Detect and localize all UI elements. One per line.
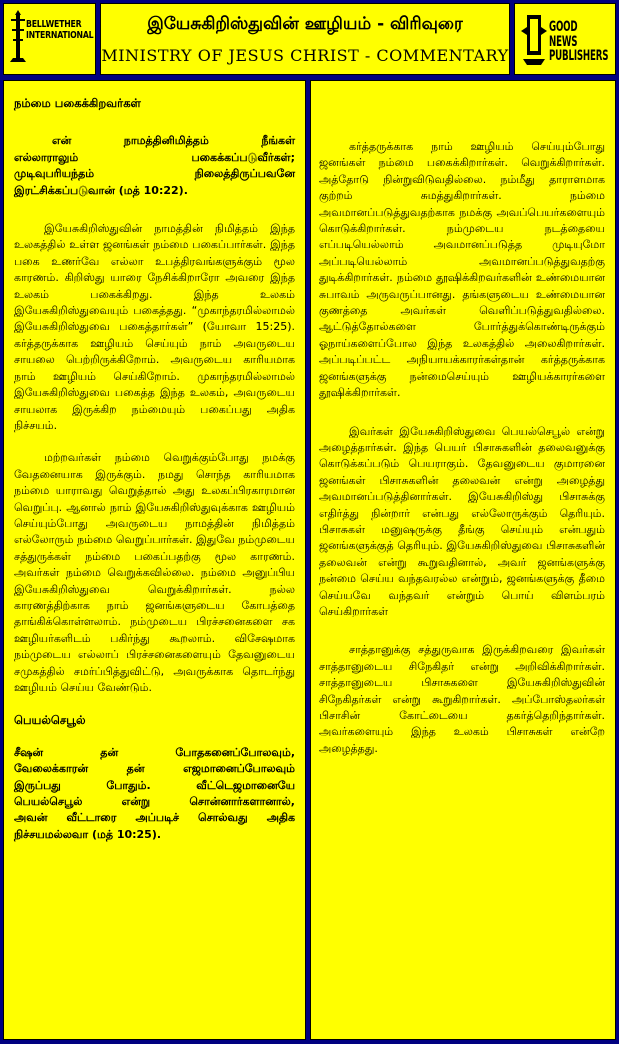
- page-title-tamil: இயேசுகிறிஸ்துவின் ஊழியம் - விரிவுரை: [147, 14, 463, 34]
- verse-line: முடிவுபரியந்தம் நிலைத்திருப்பவனே: [14, 167, 295, 181]
- verse-quote-matthew-10-25: [14, 745, 295, 843]
- paragraph: இவர்கள் இயேசுகிறிஸ்துவை பெயல்செபூல் என்று அழைத்தார்கள். இந்த பெயர் பிசாசுகளின் தலைவனுக்கு கொடுக்கப்படும் பெயராகும். தேவனுடைய குமாரனை ஜனங்கள் பிசாசுகளின் தலைவன் என்று அழைத்து அவமானப்படுத்தினார்கள். இயேசுகிறிஸ்து பிசாசுக்கு எதிர்த்து நின்றார் என்பது எல்லோருக்கும் தெரியும். பிசாசுகள் மனுஷருக்கு தீங்கு செய்யும் என்பதும் ஜனங்களுக்குத் தெரியும். இயேசுகிறிஸ்துவை பிசாசுகளின் தலைவன் என்று கூறுவதினால், அவர் ஜனங்களுக்கு நன்மை செய்ய வந்தவரல்ல என்றும், ஜனங்களுக்கு தீமை செய்யவே வந்தவர் என்றும் பொய் விளம்பரம் செய்கிறார்கள்: [319, 424, 605, 618]
- paragraph: சாத்தானுக்கு சத்துருவாக இருக்கிறவரை இவர்கள் சாத்தானுடைய சிநேகிதர் என்று அறிவிக்கிறார்கள். சாத்தானுடைய பிசாசுகளை இயேசுகிறிஸ்துவின் சிநேகிதர்கள் என்று கூறுகிறார்கள். அப்போஸ்தலர்கள் பிசாசின் கோட்டையை தகர்த்தெறிந்தார்கள். அவர்களையும் இந்த உலகம் பிசாசுகள் என்றே அழைத்தது.: [319, 643, 605, 755]
- bellwether-logo-box: [3, 3, 96, 75]
- page-title-english: MINISTRY OF JESUS CHRIST - COMMENTARY: [101, 46, 509, 65]
- paragraph: மற்றவர்கள் நம்மை வெறுக்கும்போது நமக்கு வேதனையாக இருக்கும். நமது சொந்த காரியமாக நம்மை யாராவது வெறுத்தால் அது உலகப்பிரகாரமான வெறுப்பு. ஆனால் நாம் இயேசுகிறிஸ்துவுக்காக ஊழியம் செய்யும்போது அவருடைய நாமத்தின் நிமித்தம் எல்லோரும் நம்மை வெறுப்பார்கள். இதுவே நம்முடைய சத்துருக்கள் நம்மை பகைப்பதற்கு மூல காரணம். அவர்கள் நம்மை வெறுக்கவில்லை. நம்மை அனுப்பிய இயேசுகிறிஸ்துவை வெறுக்கிறார்கள். நல்ல காரணத்திற்காக நாம் ஜனங்களுடைய கோபத்தை தாங்கிக்கொள்ளலாம். நம்முடைய பிரச்சனைகளை சக ஊழியர்களிடம் பகிர்ந்து கூறலாம். விசேஷமாக நம்முடைய எல்லாப் பிரச்சனைகளையும் தேவனுடைய சமுகத்தில் சமர்ப்பித்துவிட்டு, அவருக்காக தொடர்ந்து ஊழியம் செய்ய வேண்டும்.: [14, 451, 295, 694]
- book-bird-icon: [519, 11, 549, 69]
- verse-line: இரட்சிக்கப்படுவான் (மத் 10:22).: [14, 183, 188, 197]
- right-column: [310, 80, 616, 1040]
- left-column: [3, 80, 306, 1040]
- paragraph: கர்த்தருக்காக நாம் ஊழியம் செய்யும்போது ஜனங்கள் நம்மை பகைக்கிறார்கள். வெறுக்கிறார்கள். அத்தோடு நின்றுவிடுவதில்லை. நம்மீது தாராளமாக குற்றம் சுமத்துகிறார்கள். நம்மை அவமானப்படுத்துவதற்காக நமக்கு அவப்பெயர்களையும் கொடுக்கிறார்கள். நம்முடைய நடத்தையை எப்படியெல்லாம் அவமானப்படுத்த முடியுமோ அப்படியெல்லாம் அவமானப்படுத்துவதற்கு துடிக்கிறார்கள். நம்மை தூஷிக்கிறவர்களின் உண்மையான சுபாவம் அருவருப்பானது. தங்களுடைய உண்மையான குணத்தை அவர்கள் வெளிப்படுத்துவதில்லை. ஆட்டுத்தோல்களை போர்த்துக்கொண்டிருக்கும் ஓநாய்களைப்போல இந்த உலகத்தில் அலைகிறார்கள். அப்படிப்பட்ட அநியாயக்காரர்கள்தான் கர்த்தருக்காக ஜனங்களுக்கு நன்மைசெய்யும் ஊழியக்காரர்களை தூஷிக்கிறார்கள்.: [319, 140, 605, 400]
- title-box: [100, 3, 510, 75]
- bellwether-logo-text: BELLWETHER INTERNATIONAL: [26, 19, 94, 41]
- verse-line: சீஷன் தன் போதகனைப்போலவும்,: [14, 745, 295, 759]
- verse-line: வேலைக்காரன் தன் எஜமானைப்போலவும்: [14, 762, 295, 776]
- verse-line: அவன் வீட்டாரை அப்படிச் சொல்வது அதிக: [14, 811, 295, 825]
- verse-line: நிச்சயமல்லவா (மத் 10:25).: [14, 827, 162, 841]
- paragraph: இயேசுகிறிஸ்துவின் நாமத்தின் நிமித்தம் இந்த உலகத்தில் உள்ள ஜனங்கள் நம்மை பகைப்பார்கள். இந்த பகை உணர்வே எல்லா உபத்திரவங்களுக்கும் மூல காரணம். கிறிஸ்து யாரை நேசிக்கிறாரோ அவரை இந்த உலகம் பகைக்கிறது. இந்த உலகம் இயேசுகிறிஸ்துவையும் பகைத்தது. “முகாந்தரமில்லாமல் இயேசுகிறிஸ்துவை பகைத்தார்கள்” (யோவா 15:25). கர்த்தருக்காக ஊழியம் செய்யும் நாம் அவருடைய சாயலை பெற்றிருக்கிறோம். அவருடைய காரியமாக நாம் ஊழியம் செய்கிறோம். முகாந்தரமில்லாமல் இயேசுகிறிஸ்துவை பகைத்த இந்த உலகம், அவருடைய சாயலாக இருக்கிற நம்மையும் பகைப்பது அதிக நிச்சயம்.: [14, 222, 295, 432]
- good-news-logo-text: GOOD NEWS PUBLISHERS: [549, 19, 609, 65]
- verse-quote-matthew-10-22: [14, 133, 295, 199]
- verse-line: என் நாமத்தினிமித்தம் நீங்கள்: [52, 134, 295, 148]
- verse-line: எல்லாராலும் பகைக்கப்படுவீர்கள்;: [14, 150, 295, 164]
- verse-line: இருப்பது போதும். வீட்டெஜமானையே: [14, 778, 295, 792]
- good-news-logo-box: [514, 3, 616, 75]
- verse-line: பெயல்செபூல் என்று சொன்னார்களானால்,: [14, 795, 295, 809]
- section-heading-enemies: நம்மை பகைக்கிறவர்கள்: [14, 96, 141, 110]
- section-heading-beelzebub: பெயல்செபூல்: [14, 713, 86, 728]
